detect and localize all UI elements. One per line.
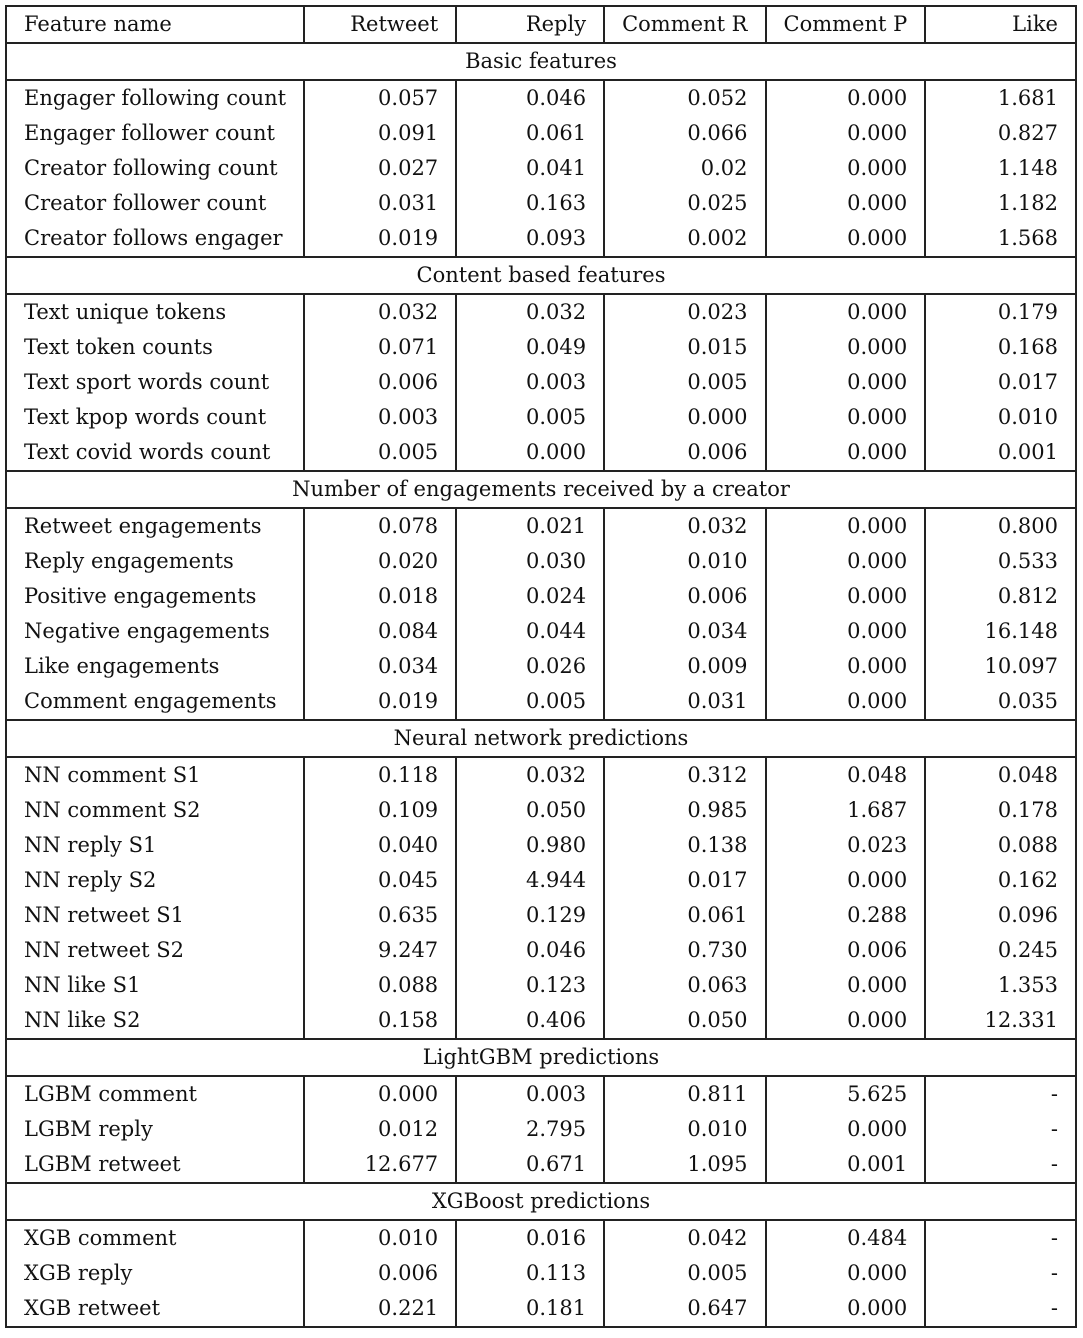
cell-feature-name: NN comment S2: [6, 793, 304, 828]
cell-comment-r: 0.010: [604, 1112, 765, 1147]
cell-comment-p: 0.000: [766, 863, 926, 898]
header-row: [6, 6, 1076, 43]
cell-reply: 0.003: [456, 1076, 604, 1112]
section-title: Number of engagements received by a creator: [6, 471, 1076, 508]
cell-comment-p: 0.000: [766, 1003, 926, 1039]
cell-comment-r: 0.005: [604, 365, 765, 400]
cell-feature-name: Comment engagements: [6, 684, 304, 720]
cell-comment-p: 0.000: [766, 151, 926, 186]
cell-like: 0.827: [925, 116, 1076, 151]
table-row: [6, 1256, 1076, 1291]
table-row: [6, 828, 1076, 863]
section-header-row: [6, 43, 1076, 80]
cell-like: 0.162: [925, 863, 1076, 898]
cell-reply: 0.050: [456, 793, 604, 828]
cell-like: 16.148: [925, 614, 1076, 649]
cell-reply: 0.093: [456, 221, 604, 257]
cell-comment-p: 0.000: [766, 294, 926, 330]
cell-comment-p: 0.001: [766, 1147, 926, 1183]
table-row: [6, 294, 1076, 330]
cell-retweet: 0.019: [304, 684, 456, 720]
table-row: [6, 1147, 1076, 1183]
section-header-row: [6, 720, 1076, 757]
cell-like: 1.182: [925, 186, 1076, 221]
cell-feature-name: NN like S2: [6, 1003, 304, 1039]
table-row: [6, 614, 1076, 649]
cell-comment-p: 0.000: [766, 1291, 926, 1327]
cell-reply: 0.026: [456, 649, 604, 684]
cell-feature-name: NN reply S2: [6, 863, 304, 898]
cell-retweet: 9.247: [304, 933, 456, 968]
cell-reply: 0.032: [456, 757, 604, 793]
table-header: [6, 6, 1076, 43]
cell-retweet: 0.003: [304, 400, 456, 435]
header-like: Like: [925, 6, 1076, 43]
cell-comment-r: 0.042: [604, 1220, 765, 1256]
cell-comment-r: 0.031: [604, 684, 765, 720]
table-row: [6, 968, 1076, 1003]
cell-like: 0.178: [925, 793, 1076, 828]
table-row: [6, 649, 1076, 684]
cell-like: 10.097: [925, 649, 1076, 684]
table-row: [6, 1291, 1076, 1327]
cell-like: -: [925, 1256, 1076, 1291]
cell-retweet: 0.088: [304, 968, 456, 1003]
cell-retweet: 0.019: [304, 221, 456, 257]
table-row: [6, 933, 1076, 968]
cell-retweet: 0.027: [304, 151, 456, 186]
header-retweet: Retweet: [304, 6, 456, 43]
cell-reply: 0.163: [456, 186, 604, 221]
cell-reply: 0.049: [456, 330, 604, 365]
cell-reply: 0.041: [456, 151, 604, 186]
cell-feature-name: LGBM reply: [6, 1112, 304, 1147]
cell-comment-p: 1.687: [766, 793, 926, 828]
table-row: [6, 898, 1076, 933]
cell-reply: 0.181: [456, 1291, 604, 1327]
table-row: [6, 80, 1076, 116]
cell-comment-p: 0.000: [766, 435, 926, 471]
cell-like: 0.800: [925, 508, 1076, 544]
cell-like: 0.088: [925, 828, 1076, 863]
cell-comment-r: 0.005: [604, 1256, 765, 1291]
cell-like: 1.681: [925, 80, 1076, 116]
table-row: [6, 435, 1076, 471]
table-row: [6, 221, 1076, 257]
cell-retweet: 0.000: [304, 1076, 456, 1112]
cell-comment-r: 0.02: [604, 151, 765, 186]
cell-retweet: 0.109: [304, 793, 456, 828]
cell-comment-p: 0.023: [766, 828, 926, 863]
cell-feature-name: LGBM comment: [6, 1076, 304, 1112]
cell-reply: 0.406: [456, 1003, 604, 1039]
cell-retweet: 0.091: [304, 116, 456, 151]
cell-feature-name: XGB comment: [6, 1220, 304, 1256]
header-reply: Reply: [456, 6, 604, 43]
cell-feature-name: Creator following count: [6, 151, 304, 186]
section-title: Neural network predictions: [6, 720, 1076, 757]
cell-like: -: [925, 1112, 1076, 1147]
cell-retweet: 0.118: [304, 757, 456, 793]
cell-like: 0.179: [925, 294, 1076, 330]
cell-like: 1.148: [925, 151, 1076, 186]
cell-like: 0.048: [925, 757, 1076, 793]
cell-comment-p: 0.000: [766, 80, 926, 116]
cell-comment-p: 0.000: [766, 330, 926, 365]
cell-like: -: [925, 1076, 1076, 1112]
cell-comment-p: 0.000: [766, 1256, 926, 1291]
table-body: [6, 43, 1076, 1327]
cell-retweet: 0.040: [304, 828, 456, 863]
cell-comment-r: 0.730: [604, 933, 765, 968]
cell-comment-p: 0.000: [766, 116, 926, 151]
cell-comment-p: 0.000: [766, 400, 926, 435]
cell-reply: 0.046: [456, 80, 604, 116]
cell-comment-r: 1.095: [604, 1147, 765, 1183]
cell-retweet: 0.006: [304, 1256, 456, 1291]
cell-retweet: 0.012: [304, 1112, 456, 1147]
cell-reply: 0.671: [456, 1147, 604, 1183]
cell-reply: 0.003: [456, 365, 604, 400]
cell-feature-name: Negative engagements: [6, 614, 304, 649]
cell-retweet: 0.020: [304, 544, 456, 579]
cell-retweet: 0.158: [304, 1003, 456, 1039]
table-row: [6, 116, 1076, 151]
cell-comment-p: 0.000: [766, 579, 926, 614]
cell-retweet: 0.221: [304, 1291, 456, 1327]
cell-comment-r: 0.032: [604, 508, 765, 544]
cell-reply: 0.000: [456, 435, 604, 471]
cell-comment-p: 0.000: [766, 614, 926, 649]
cell-reply: 0.005: [456, 684, 604, 720]
cell-like: 0.168: [925, 330, 1076, 365]
cell-comment-r: 0.025: [604, 186, 765, 221]
cell-comment-r: 0.138: [604, 828, 765, 863]
cell-comment-r: 0.002: [604, 221, 765, 257]
cell-like: -: [925, 1220, 1076, 1256]
table-row: [6, 400, 1076, 435]
cell-comment-p: 0.000: [766, 1112, 926, 1147]
cell-comment-r: 0.015: [604, 330, 765, 365]
cell-feature-name: Retweet engagements: [6, 508, 304, 544]
cell-like: 0.533: [925, 544, 1076, 579]
cell-reply: 0.113: [456, 1256, 604, 1291]
table-row: [6, 508, 1076, 544]
cell-comment-r: 0.066: [604, 116, 765, 151]
cell-reply: 4.944: [456, 863, 604, 898]
cell-reply: 0.021: [456, 508, 604, 544]
cell-comment-r: 0.000: [604, 400, 765, 435]
cell-comment-r: 0.811: [604, 1076, 765, 1112]
cell-like: 0.812: [925, 579, 1076, 614]
cell-retweet: 0.084: [304, 614, 456, 649]
cell-retweet: 0.078: [304, 508, 456, 544]
cell-reply: 0.005: [456, 400, 604, 435]
cell-retweet: 12.677: [304, 1147, 456, 1183]
cell-feature-name: NN retweet S1: [6, 898, 304, 933]
table-row: [6, 684, 1076, 720]
cell-like: 1.353: [925, 968, 1076, 1003]
section-header-row: [6, 1039, 1076, 1076]
cell-comment-p: 0.000: [766, 544, 926, 579]
cell-comment-p: 0.048: [766, 757, 926, 793]
cell-retweet: 0.057: [304, 80, 456, 116]
cell-feature-name: NN like S1: [6, 968, 304, 1003]
table-row: [6, 1112, 1076, 1147]
cell-comment-p: 0.000: [766, 684, 926, 720]
table-row: [6, 365, 1076, 400]
cell-comment-r: 0.312: [604, 757, 765, 793]
table-row: [6, 579, 1076, 614]
cell-like: 0.096: [925, 898, 1076, 933]
cell-comment-p: 0.000: [766, 968, 926, 1003]
cell-retweet: 0.032: [304, 294, 456, 330]
cell-feature-name: NN reply S1: [6, 828, 304, 863]
cell-feature-name: Text kpop words count: [6, 400, 304, 435]
cell-reply: 0.032: [456, 294, 604, 330]
cell-reply: 2.795: [456, 1112, 604, 1147]
cell-comment-r: 0.647: [604, 1291, 765, 1327]
cell-comment-r: 0.023: [604, 294, 765, 330]
cell-reply: 0.123: [456, 968, 604, 1003]
table-row: [6, 793, 1076, 828]
cell-comment-r: 0.050: [604, 1003, 765, 1039]
header-feature-name: Feature name: [6, 6, 304, 43]
cell-feature-name: Reply engagements: [6, 544, 304, 579]
section-header-row: [6, 257, 1076, 294]
cell-feature-name: Text covid words count: [6, 435, 304, 471]
cell-comment-p: 0.006: [766, 933, 926, 968]
cell-comment-p: 0.000: [766, 365, 926, 400]
cell-comment-p: 0.000: [766, 221, 926, 257]
cell-feature-name: Like engagements: [6, 649, 304, 684]
section-title: Basic features: [6, 43, 1076, 80]
table-row: [6, 1003, 1076, 1039]
cell-feature-name: Text sport words count: [6, 365, 304, 400]
cell-like: 1.568: [925, 221, 1076, 257]
section-header-row: [6, 471, 1076, 508]
cell-comment-p: 5.625: [766, 1076, 926, 1112]
feature-importance-table: [5, 5, 1077, 1328]
cell-comment-r: 0.061: [604, 898, 765, 933]
table-row: [6, 757, 1076, 793]
cell-comment-p: 0.000: [766, 649, 926, 684]
cell-like: 0.010: [925, 400, 1076, 435]
cell-comment-p: 0.484: [766, 1220, 926, 1256]
section-title: Content based features: [6, 257, 1076, 294]
cell-retweet: 0.010: [304, 1220, 456, 1256]
cell-retweet: 0.006: [304, 365, 456, 400]
cell-reply: 0.030: [456, 544, 604, 579]
cell-like: 0.001: [925, 435, 1076, 471]
cell-reply: 0.129: [456, 898, 604, 933]
section-title: XGBoost predictions: [6, 1183, 1076, 1220]
cell-comment-r: 0.034: [604, 614, 765, 649]
cell-like: -: [925, 1291, 1076, 1327]
cell-comment-r: 0.006: [604, 579, 765, 614]
cell-feature-name: LGBM retweet: [6, 1147, 304, 1183]
cell-feature-name: Creator follower count: [6, 186, 304, 221]
cell-comment-p: 0.000: [766, 186, 926, 221]
header-comment-p: Comment P: [766, 6, 926, 43]
cell-like: 0.245: [925, 933, 1076, 968]
cell-feature-name: NN comment S1: [6, 757, 304, 793]
cell-comment-r: 0.006: [604, 435, 765, 471]
table-row: [6, 544, 1076, 579]
cell-feature-name: XGB reply: [6, 1256, 304, 1291]
cell-feature-name: XGB retweet: [6, 1291, 304, 1327]
table-row: [6, 330, 1076, 365]
cell-retweet: 0.071: [304, 330, 456, 365]
cell-like: 0.017: [925, 365, 1076, 400]
cell-feature-name: Engager following count: [6, 80, 304, 116]
cell-retweet: 0.018: [304, 579, 456, 614]
cell-comment-r: 0.017: [604, 863, 765, 898]
cell-like: 0.035: [925, 684, 1076, 720]
table-row: [6, 1076, 1076, 1112]
table-row: [6, 151, 1076, 186]
cell-feature-name: NN retweet S2: [6, 933, 304, 968]
cell-comment-r: 0.010: [604, 544, 765, 579]
cell-comment-r: 0.985: [604, 793, 765, 828]
cell-retweet: 0.635: [304, 898, 456, 933]
section-header-row: [6, 1183, 1076, 1220]
cell-reply: 0.044: [456, 614, 604, 649]
table-row: [6, 186, 1076, 221]
cell-like: -: [925, 1147, 1076, 1183]
cell-feature-name: Positive engagements: [6, 579, 304, 614]
table-row: [6, 1220, 1076, 1256]
cell-retweet: 0.031: [304, 186, 456, 221]
cell-like: 12.331: [925, 1003, 1076, 1039]
cell-feature-name: Text token counts: [6, 330, 304, 365]
cell-reply: 0.016: [456, 1220, 604, 1256]
cell-retweet: 0.045: [304, 863, 456, 898]
table-row: [6, 863, 1076, 898]
cell-comment-r: 0.052: [604, 80, 765, 116]
cell-reply: 0.046: [456, 933, 604, 968]
cell-feature-name: Engager follower count: [6, 116, 304, 151]
cell-reply: 0.024: [456, 579, 604, 614]
section-title: LightGBM predictions: [6, 1039, 1076, 1076]
cell-comment-p: 0.000: [766, 508, 926, 544]
header-comment-r: Comment R: [604, 6, 765, 43]
cell-feature-name: Text unique tokens: [6, 294, 304, 330]
cell-comment-r: 0.009: [604, 649, 765, 684]
cell-feature-name: Creator follows engager: [6, 221, 304, 257]
cell-retweet: 0.034: [304, 649, 456, 684]
cell-comment-p: 0.288: [766, 898, 926, 933]
cell-comment-r: 0.063: [604, 968, 765, 1003]
cell-reply: 0.980: [456, 828, 604, 863]
cell-retweet: 0.005: [304, 435, 456, 471]
cell-reply: 0.061: [456, 116, 604, 151]
